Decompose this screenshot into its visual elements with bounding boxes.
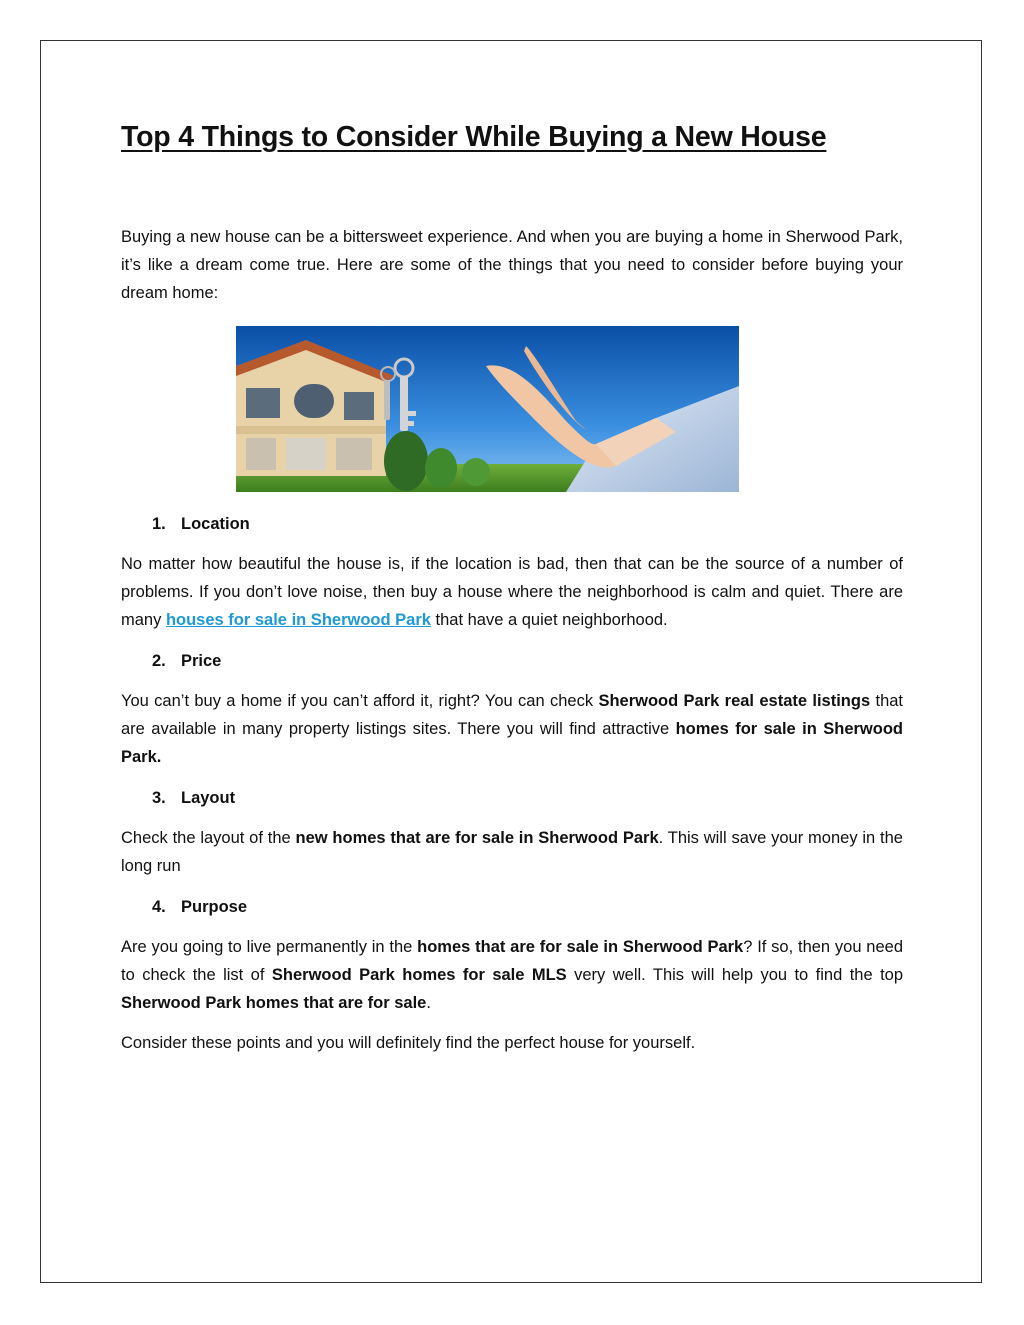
paragraph-text: Check the layout of the xyxy=(121,829,296,848)
paragraph-text: ? If so, then you need to check the list of xyxy=(121,938,904,985)
paragraph-text: . xyxy=(426,994,431,1013)
bold-phrase: new homes that are for sale in Sherwood Park xyxy=(295,829,659,848)
paragraph-text: No matter how beautiful the house is, if the location is bad, then that can be the source of a number of problems. If you don’t love noise, then buy a house where the neighborhood is calm and quiet. There are many xyxy=(121,555,903,630)
bold-phrase: Sherwood Park homes that are for sale xyxy=(121,994,427,1013)
page-title: Top 4 Things to Consider While Buying a New House xyxy=(121,121,827,153)
bold-phrase: homes for sale in Sherwood Park. xyxy=(121,720,903,767)
section-title: Price xyxy=(181,652,222,671)
paragraph-text: . This will save your money in the long run xyxy=(121,829,903,876)
paragraph-text: very well. This will help you to find the top xyxy=(566,966,904,985)
section-number: 4. xyxy=(152,898,166,917)
section-paragraph-location xyxy=(121,550,903,634)
section-number: 3. xyxy=(152,789,166,808)
bold-phrase: homes that are for sale in Sherwood Park xyxy=(417,938,744,957)
section-heading-price xyxy=(152,647,903,675)
paragraph-text: You can’t buy a home if you can’t afford it, right? You can check xyxy=(121,692,599,711)
section-title: Purpose xyxy=(181,898,248,917)
house-keys-photo xyxy=(236,326,739,492)
section-heading-purpose xyxy=(152,893,903,921)
conclusion-paragraph: Consider these points and you will definitely find the perfect house for yourself. xyxy=(121,1034,696,1053)
section-heading-layout xyxy=(152,784,903,812)
section-title: Layout xyxy=(181,789,236,808)
paragraph-text: Are you going to live permanently in the xyxy=(121,938,418,957)
section-paragraph-purpose xyxy=(121,933,903,1017)
section-paragraph-layout xyxy=(121,824,903,880)
section-number: 1. xyxy=(152,515,166,534)
document-body xyxy=(121,120,903,1057)
bold-phrase: Sherwood Park real estate listings xyxy=(598,692,871,711)
section-title: Location xyxy=(181,515,250,534)
paragraph-text: that have a quiet neighborhood. xyxy=(430,611,668,630)
section-number: 2. xyxy=(152,652,166,671)
bold-phrase: Sherwood Park homes for sale MLS xyxy=(271,966,567,985)
houses-for-sale-link[interactable]: houses for sale in Sherwood Park xyxy=(165,611,431,630)
section-paragraph-price xyxy=(121,687,903,771)
section-heading-location xyxy=(152,510,903,538)
intro-paragraph: Buying a new house can be a bittersweet experience. And when you are buying a home in Sherwood Park, it’s like a dream come true. Here are some of the things that you need to consider before buying your dream home: xyxy=(121,228,903,303)
paragraph-text: that are available in many property listings sites. There you will find attractive xyxy=(121,692,903,739)
